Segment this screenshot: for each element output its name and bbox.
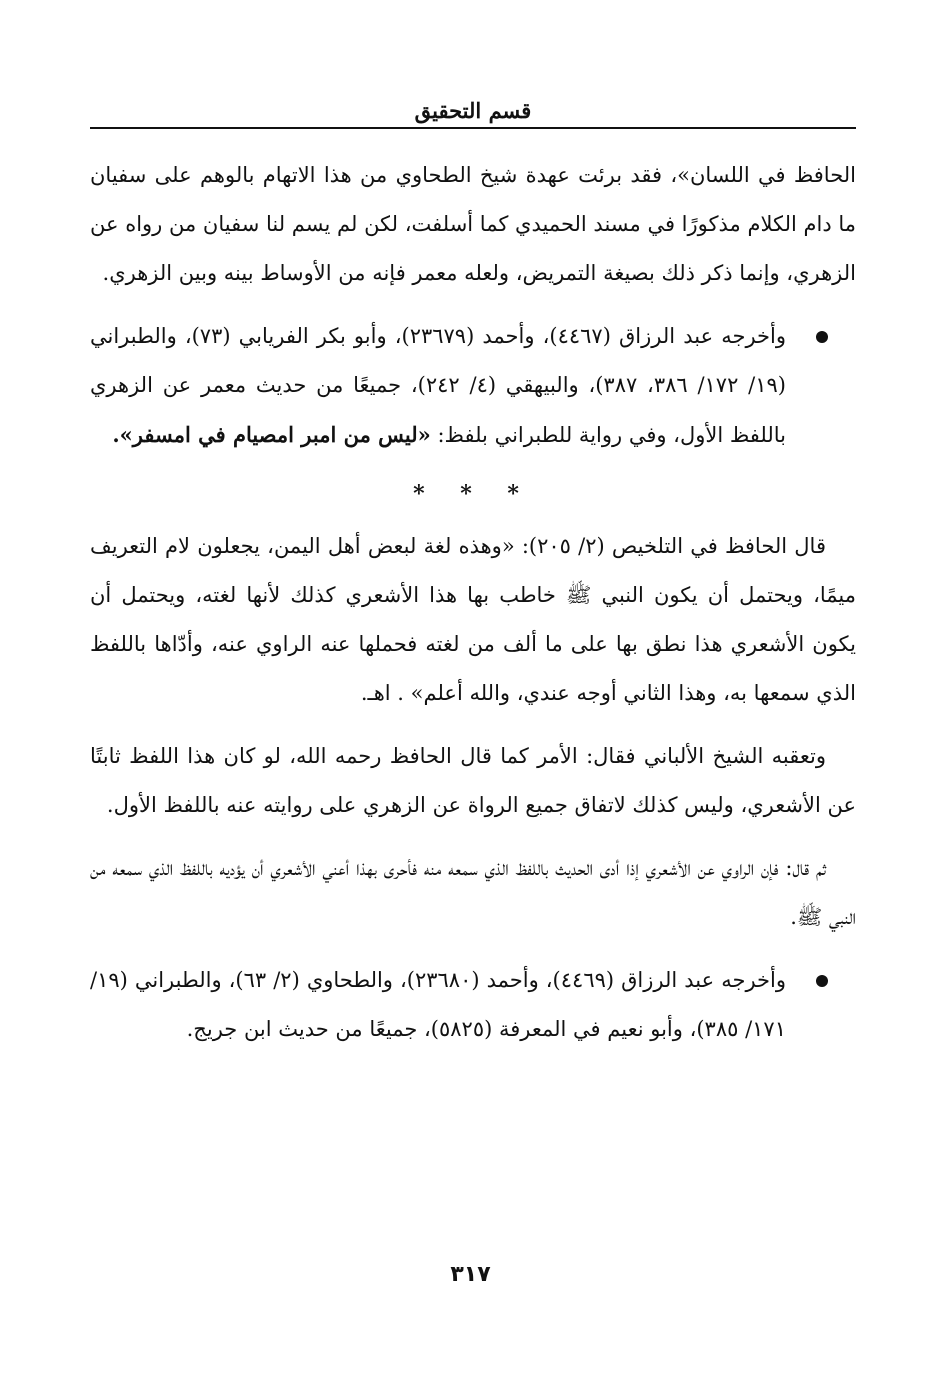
paragraph-then-said: ثم قال: فإن الراوي عن الأشعري إذا أدى الحديث باللفظ الذي سمعه منه فأحرى بهذا أعني الأشعري أن يؤديه باللفظ الذي سمعه من النبي ﷺ.	[90, 856, 856, 929]
bullet-icon	[816, 331, 828, 343]
section-separator-stars: * * *	[413, 481, 533, 507]
page-number: ٣١٧	[450, 1262, 491, 1287]
paragraph-continued: الحافظ في اللسان»، فقد برئت عهدة شيخ الطحاوي من هذا الاتهام بالوهم على سفيان ما دام الكلام مذكورًا في مسند الحميدي كما أسلفت، لكن لم يسم لنا سفيان من رواه عن الزهري، وإنما ذكر ذلك بصيغة التمريض، ولعله معمر فإنه من الأوساط بينه وبين الزهري.	[90, 163, 856, 285]
bullet-icon	[816, 975, 828, 987]
citation-bullet-1	[90, 312, 856, 460]
bullet-2-text: وأخرجه عبد الرزاق (٤٤٦٩)، وأحمد (٢٣٦٨٠)، والطحاوي (٢/ ٦٣)، والطبراني (١٩/ ١٧١/ ٣٨٥)، وأبو نعيم في المعرفة (٥٨٢٥)، جميعًا من حديث ابن جريج.	[90, 968, 786, 1041]
running-header: قسم التحقيق	[90, 95, 856, 129]
bullet-1-body: وأخرجه عبد الرزاق (٤٤٦٧)، وأحمد (٢٣٦٧٩)، وأبو بكر الفريابي (٧٣)، والطبراني (١٩/ ١٧٢/ ٣٨٦، ٣٨٧)، والبيهقي (٤/ ٢٤٢)، جميعًا من حديث معمر عن الزهري باللفظ الأول، وفي رواية للطبراني بلفظ:	[90, 324, 786, 447]
bullet-1-quote: «ليس من امبر امصيام في امسفر».	[112, 422, 431, 447]
paragraph-albani-comment: وتعقبه الشيخ الألباني فقال: الأمر كما قال الحافظ رحمه الله، لو كان هذا اللفظ ثابتًا عن الأشعري، وليس كذلك لاتفاق جميع الرواة عن الزهري على روايته عنه باللفظ الأول.	[90, 744, 856, 817]
document-page	[90, 95, 856, 1068]
paragraph-hafiz-quote: قال الحافظ في التلخيص (٢/ ٢٠٥): «وهذه لغة لبعض أهل اليمن، يجعلون لام التعريف ميمًا، ويحتمل أن يكون النبي ﷺ خاطب بها هذا الأشعري كذلك لأنها لغته، ويحتمل أن يكون الأشعري هذا نطق بها على ما ألف من لغته فحملها عنه الراوي عنه، وأدّاها باللفظ الذي سمعها به، وهذا الثاني أوجه عندي، والله أعلم» . اهـ.	[90, 534, 856, 705]
bullet-text	[90, 312, 786, 460]
citation-bullet-2	[90, 956, 856, 1054]
